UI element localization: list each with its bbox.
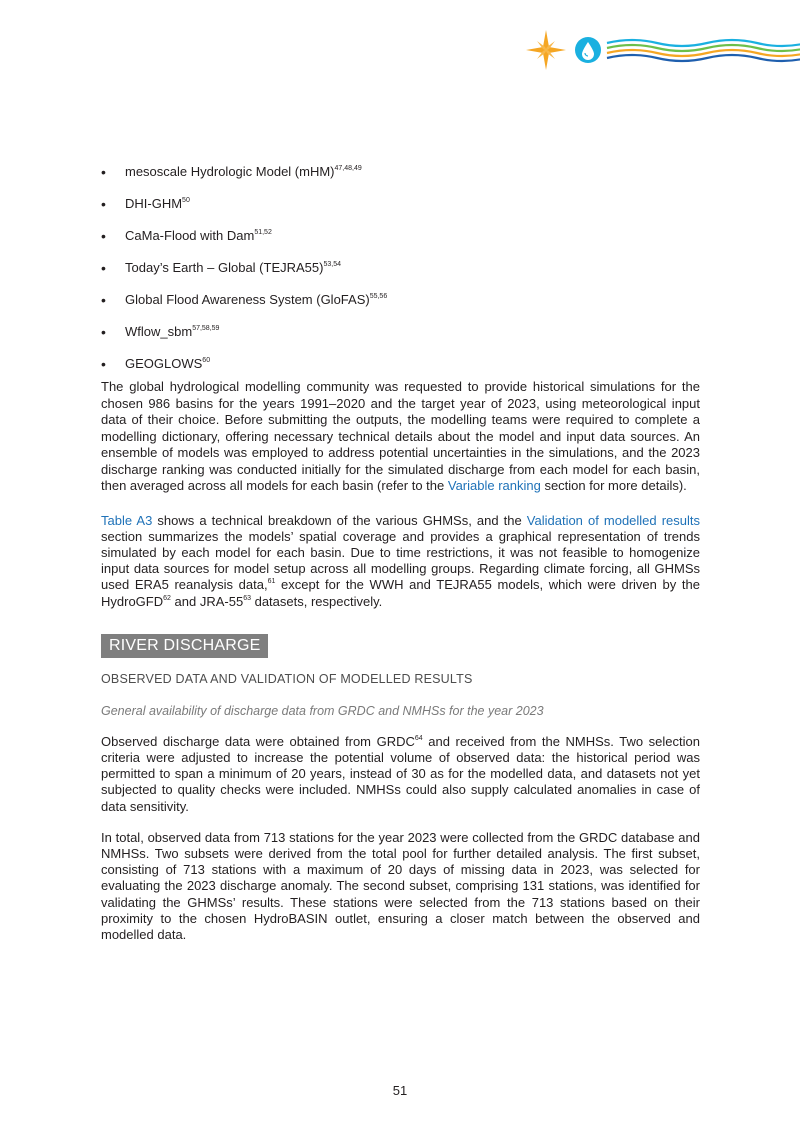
list-item-text: Today’s Earth – Global (TEJRA55) (125, 260, 324, 275)
list-item (101, 355, 700, 373)
footnote-ref: 47,48,49 (334, 165, 362, 172)
list-item-text: mesoscale Hydrologic Model (mHM) (125, 164, 335, 179)
footnote-ref: 55,56 (369, 293, 388, 300)
list-item (101, 195, 700, 227)
link-validation-of-modelled-results[interactable]: Validation of modelled results (526, 512, 701, 528)
footnote-ref: 62 (163, 594, 171, 602)
link-table-a3[interactable]: Table A3 (101, 512, 153, 528)
list-item-text: Global Flood Awareness System (GloFAS) (125, 292, 370, 307)
footnote-ref: 53,54 (323, 261, 341, 268)
compass-star-icon (526, 30, 566, 70)
paragraph-table-a3 (101, 513, 700, 610)
model-list (101, 163, 700, 373)
list-item (101, 291, 700, 323)
paragraph-modelling-community (101, 379, 700, 495)
footnote-ref: 60 (202, 357, 211, 364)
footnote-ref: 57,58,59 (192, 325, 220, 332)
list-item-text: GEOGLOWS (125, 356, 203, 371)
list-item (101, 227, 700, 259)
section-header (101, 634, 700, 658)
main-text-column (101, 163, 700, 943)
footnote-ref: 63 (243, 594, 251, 602)
footnote-ref: 50 (182, 197, 190, 204)
list-item (101, 163, 700, 195)
paragraph-observed-data (101, 734, 700, 815)
text: and received from the NMHSs. Two selection criteria were adjusted to increase the potential volume of observed data: the historical period was permitted to span a minimum of 20 years, instead of 30 as for the modelled data, and datasets not yet subjected to quality checks were included. NMHSs could also supply calculated anomalies in case of data sensitivity. (101, 733, 700, 814)
section-title: RIVER DISCHARGE (101, 634, 268, 658)
list-item-text: Wflow_sbm (125, 324, 193, 339)
footnote-ref: 61 (267, 578, 276, 586)
list-item-text: CaMa-Flood with Dam (125, 228, 255, 243)
text: section summarizes the models’ spatial coverage and provides a graphical representation of trends simulated by each model for each basin. Due to time restrictions, it was not feasible to homogenize input data sources for model setup across all modelling groups. Regarding climate forcing, all GHMSs used ERA5 reanalysis data, (101, 528, 700, 593)
wave-lines (607, 40, 800, 61)
list-item-text: DHI-GHM (125, 196, 183, 211)
text: Observed discharge data were obtained from GRDC (101, 733, 415, 749)
header-logo-decoration (522, 28, 800, 74)
text: except for the WWH and TEJRA55 models, which were driven by the HydroGFD (101, 577, 700, 609)
page-number: 51 (392, 1083, 408, 1098)
link-variable-ranking[interactable]: Variable ranking (447, 478, 541, 493)
text: The global hydrological modelling community was requested to provide historical simulations for the chosen 986 basins for the years 1991–2020 and the target year of 2023, using meteorological input data of their choice. Before submitting the outputs, the modelling teams were required to complete a modelling dictionary, offering necessary technical details about the model and input data sources. An ensemble of models was employed to address potential uncertainties in the simulations, and the 2023 discharge ranking was conducted initially for the simulated discharge from each model for each basin, then averaged across all models for each basin (refer to the (101, 379, 700, 493)
text: shows a technical breakdown of the various GHMSs, and the (152, 512, 527, 528)
paragraph-stations: In total, observed data from 713 stations for the year 2023 were collected from the GRDC database and NMHSs. Two subsets were derived from the total pool for further detailed analysis. The first subset, consisting of 713 stations with a maximum of 20 days of missing data in 2023, was selected for evaluating the 2023 discharge anomaly. The second subset, comprising 131 stations, was identified for validating the GHMSs’ results. These stations were selected from the 713 stations based on their proximity to the chosen HydroBASIN outlet, ensuring a closer match between the observed and modelled data. (101, 829, 700, 942)
text: section for more details). (540, 478, 687, 493)
subheading: OBSERVED DATA AND VALIDATION OF MODELLED RESULTS (101, 671, 473, 686)
footnote-ref: 51,52 (254, 229, 272, 236)
text: and JRA-55 (170, 593, 244, 609)
water-drop-icon (575, 37, 601, 63)
list-item (101, 259, 700, 291)
subsubheading: General availability of discharge data from GRDC and NMHSs for the year 2023 (101, 703, 544, 718)
footnote-ref: 64 (414, 734, 423, 742)
text: datasets, respectively. (250, 593, 383, 609)
list-item (101, 323, 700, 355)
